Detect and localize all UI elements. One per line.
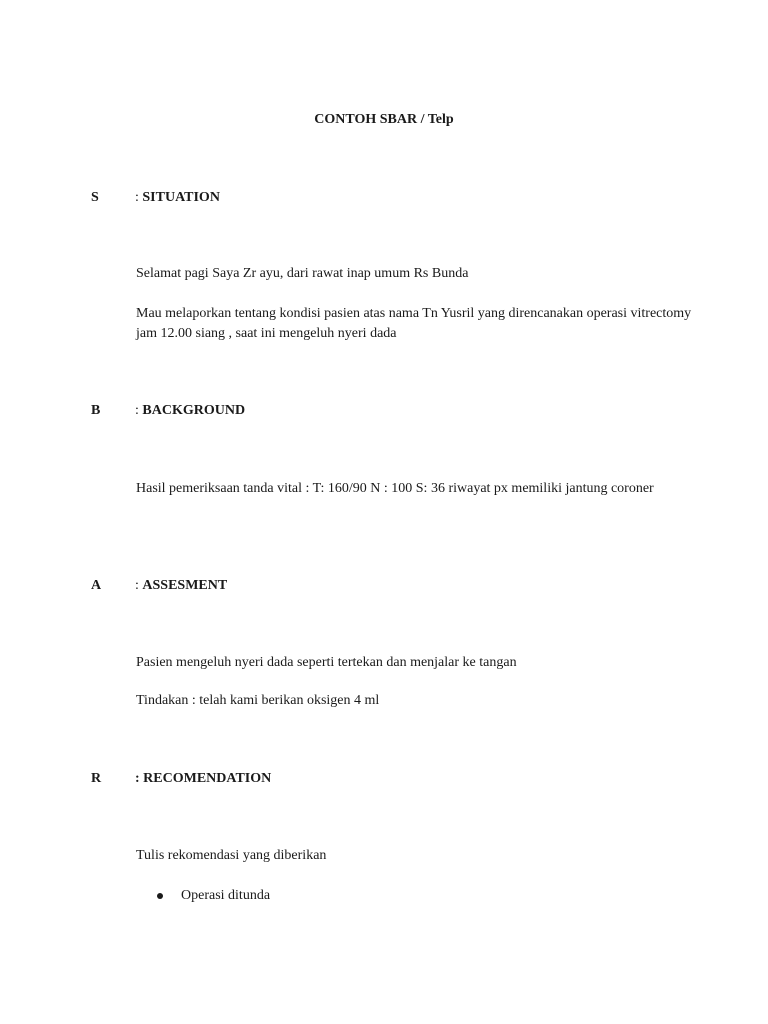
heading-label: BACKGROUND — [142, 403, 246, 418]
section-heading-assesment — [135, 576, 227, 596]
heading-colon: : — [135, 190, 139, 205]
background-paragraph-1: Hasil pemeriksaan tanda vital : T: 160/90 N : 100 S: 36 riwayat px memiliki jantung coroner — [136, 481, 654, 496]
bullet-dot-icon — [157, 893, 163, 899]
section-letter-a: A — [91, 578, 102, 593]
situation-paragraph-1: Selamat pagi Saya Zr ayu, dari rawat inap umum Rs Bunda — [136, 266, 469, 281]
heading-label: RECOMENDATION — [143, 771, 272, 786]
heading-colon: : — [135, 403, 139, 418]
section-letter-b: B — [91, 403, 101, 418]
section-heading-situation — [135, 188, 220, 208]
assesment-paragraph-1: Pasien mengeluh nyeri dada seperti tertekan dan menjalar ke tangan — [136, 655, 517, 670]
section-letter-s: S — [91, 190, 99, 205]
section-heading-background — [135, 401, 245, 421]
bullet-text: Operasi ditunda — [181, 888, 271, 903]
heading-label: SITUATION — [142, 190, 220, 205]
document-title: CONTOH SBAR / Telp — [314, 112, 454, 127]
heading-colon: : — [135, 578, 139, 593]
section-letter-r: R — [91, 771, 102, 786]
list-item — [157, 886, 270, 906]
heading-label: ASSESMENT — [142, 578, 228, 593]
section-heading-recomendation — [135, 769, 271, 789]
situation-paragraph-2: Mau melaporkan tentang kondisi pasien atas nama Tn Yusril yang direncanakan operasi vitrectomy jam 12.00 siang , saat ini mengeluh nyeri dada — [136, 306, 692, 341]
assesment-paragraph-2: Tindakan : telah kami berikan oksigen 4 ml — [136, 693, 380, 708]
heading-colon: : — [135, 771, 140, 786]
recomendation-paragraph-1: Tulis rekomendasi yang diberikan — [136, 848, 327, 863]
recomendation-bullet-list — [157, 886, 270, 906]
